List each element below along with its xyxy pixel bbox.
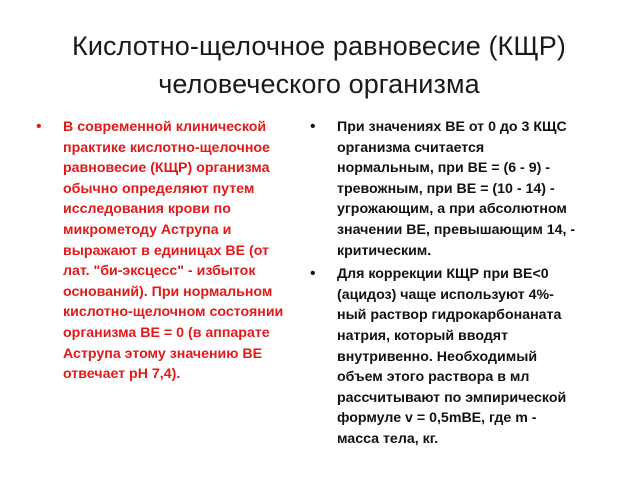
bullet-text-line: кислотно-щелочном состоянии [63, 304, 284, 321]
bullet-icon: • [310, 118, 316, 135]
left-column-bullet-item [36, 117, 304, 385]
right-column-bullet-item [310, 117, 600, 261]
bullet-text-line: отвечает рН 7,4). [63, 366, 181, 383]
left-column [36, 117, 304, 388]
bullet-text-line: тревожным, при ВЕ = (10 - 14) - [337, 180, 555, 197]
slide-title-line-2: человеческого организма [158, 69, 480, 99]
bullet-text-line: (ацидоз) чаще используют 4%- [337, 286, 554, 303]
bullet-text-line: лат. "би-эксцесс" - избыток [63, 263, 256, 280]
bullet-text-line: значении ВЕ, превышающим 14, - [337, 221, 576, 238]
bullet-text-line: нормальным, при ВЕ = (6 - 9) - [337, 160, 550, 177]
right-column-bullet-item [310, 264, 600, 449]
bullet-text-line: В современной клинической [63, 119, 267, 135]
bullet-text-line: микрометоду Аструпа и [63, 221, 232, 238]
bullet-text-line: критическим. [337, 242, 432, 259]
bullet-text-line: При значениях ВЕ от 0 до 3 КЩС [337, 119, 567, 135]
bullet-text-line: ный раствор гидрокарбонаната [337, 307, 562, 324]
bullet-text-line: рассчитывают по эмпирической [337, 389, 567, 406]
bullet-text-line: оснований). При нормальном [63, 283, 273, 300]
bullet-text-line: выражают в единицах ВЕ (от [63, 242, 269, 259]
slide-title-line-1: Кислотно-щелочное равновесие (КЩР) [72, 31, 566, 61]
slide-title [40, 27, 598, 103]
bullet-text-line: внутривенно. Необходимый [337, 348, 538, 365]
bullet-text-line: Для коррекции КЩР при ВЕ<0 [337, 266, 549, 283]
bullet-text-line: угрожающим, а при абсолютном [337, 201, 567, 218]
bullet-text-line: равновесие (КЩР) организма [63, 160, 270, 177]
bullet-icon: • [310, 265, 316, 283]
bullet-text-line: объем этого раствора в мл [337, 369, 530, 386]
bullet-icon: • [36, 118, 42, 135]
right-column [310, 117, 600, 453]
bullet-text-line: натрия, который вводят [337, 327, 509, 344]
bullet-text-line: обычно определяют путем [63, 180, 255, 197]
bullet-text-line: формуле v = 0,5mВЕ, где m - [337, 410, 537, 427]
bullet-text-line: организма ВЕ = 0 (в аппарате [63, 324, 270, 341]
bullet-text-line: Аструпа этому значению ВЕ [63, 345, 263, 362]
bullet-text-line: масса тела, кг. [337, 430, 439, 447]
bullet-text-line: исследования крови по [63, 201, 231, 218]
bullet-text-line: организма считается [337, 139, 485, 156]
bullet-text-line: практике кислотно-щелочное [63, 139, 270, 156]
